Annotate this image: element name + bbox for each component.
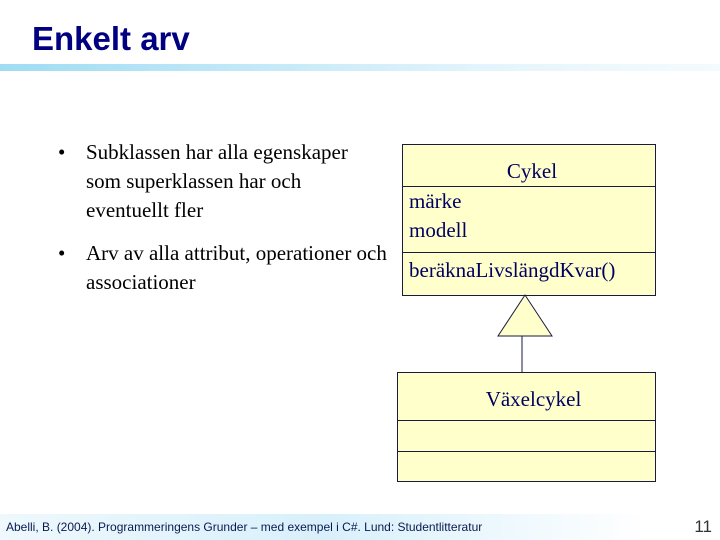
- attribute: märke: [409, 189, 462, 213]
- operations-section: [398, 451, 655, 480]
- attribute: modell: [409, 218, 468, 242]
- bullet-text: Subklassen har alla egenskaper som superklassen har och eventuellt fler: [86, 140, 348, 222]
- operation: beräknaLivslängdKvar(): [409, 258, 616, 282]
- generalization-triangle-icon: [498, 295, 552, 336]
- bullet-icon: •: [58, 140, 66, 164]
- class-name: Cykel: [506, 159, 558, 183]
- citation: Abelli, B. (2004). Programmeringens Grunder – med exempel i C#. Lund: Studentlitteratur: [6, 520, 483, 534]
- page-number: 11: [694, 517, 712, 536]
- bullet-text: Arv av alla attribut, operationer och associationer: [86, 241, 387, 294]
- slide-title: Enkelt arv: [32, 20, 190, 57]
- class-name: Växelcykel: [485, 387, 582, 411]
- class-vaxelcykel: [397, 372, 656, 482]
- bullet-icon: •: [58, 241, 66, 265]
- attributes-section: [398, 420, 655, 451]
